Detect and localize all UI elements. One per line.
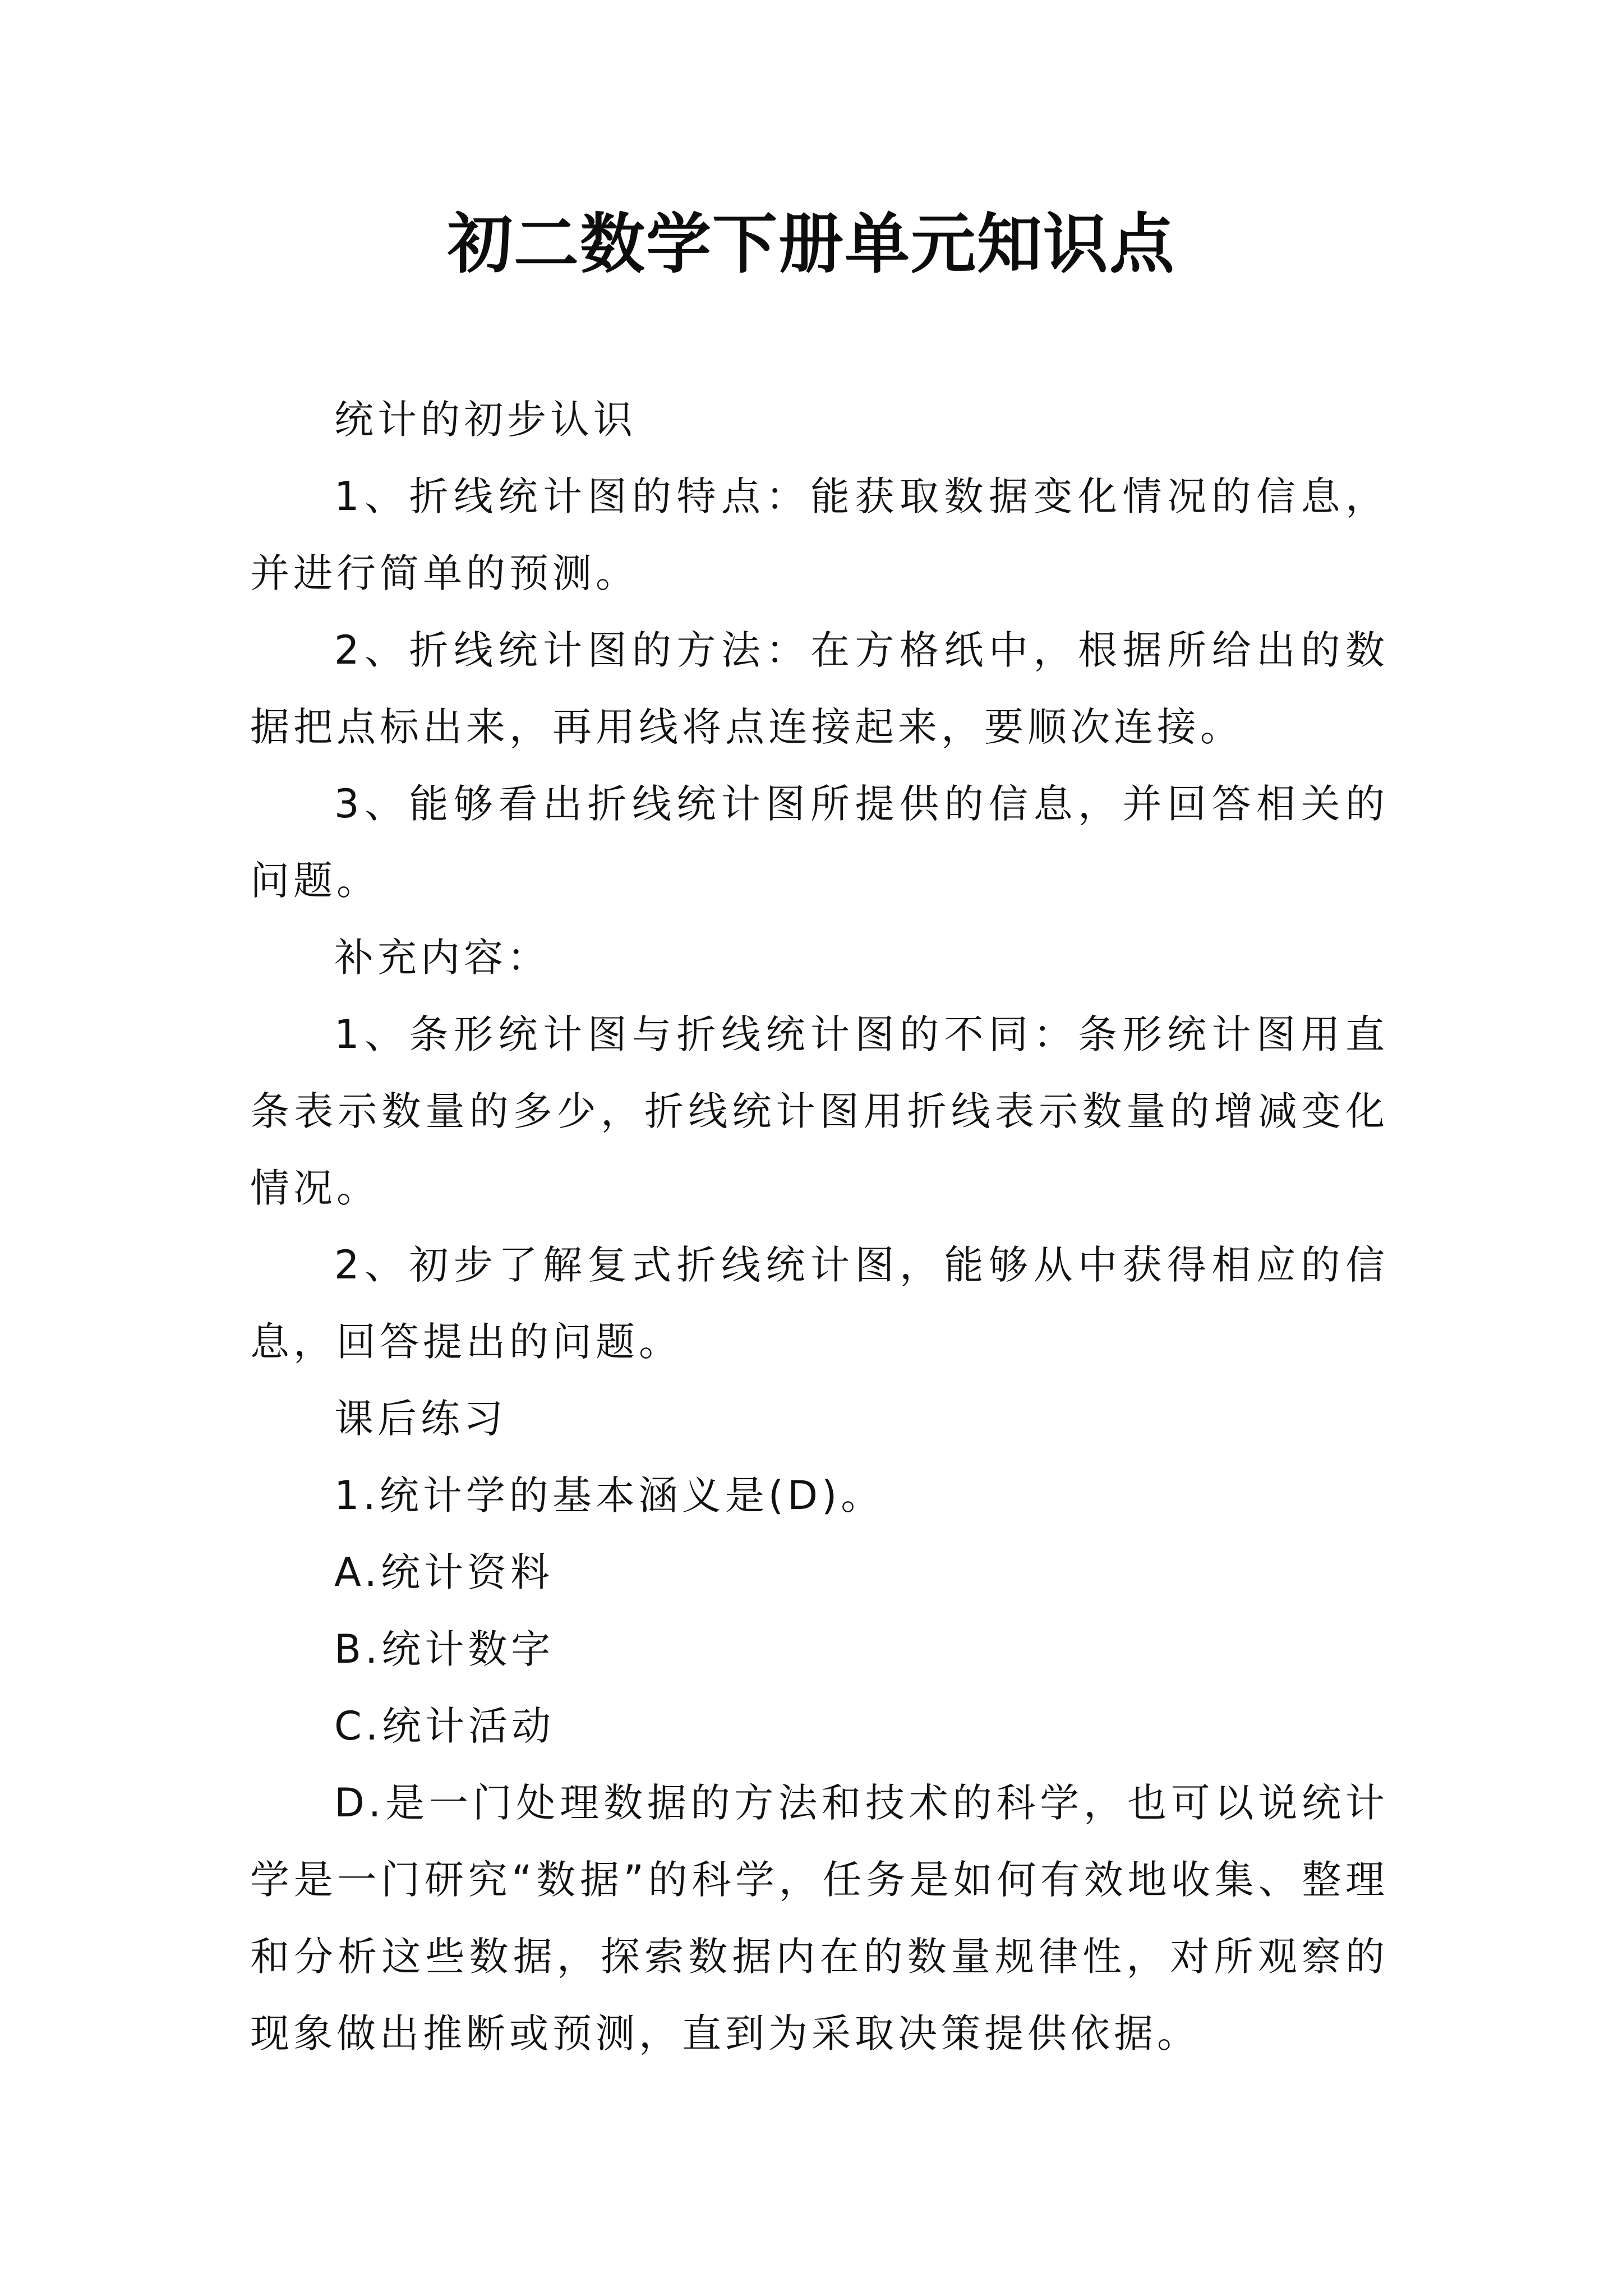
point-3-read-line-chart: 3、能够看出折线统计图所提供的信息，并回答相关的问题。 (250, 781, 1389, 904)
document-body (250, 381, 1389, 2072)
exercise-option-b: B.统计数字 (334, 1626, 555, 1672)
section-heading-supplement: 补充内容： (334, 935, 550, 981)
exercise-option-a: A.统计资料 (334, 1549, 554, 1595)
section-heading-exercises: 课后练习 (334, 1396, 507, 1442)
point-1-line-chart-features: 1、折线统计图的特点：能获取数据变化情况的信息，并进行简单的预测。 (250, 473, 1389, 596)
exercise-option-c: C.统计活动 (334, 1703, 555, 1749)
document-title: 初二数学下册单元知识点 (448, 206, 1175, 282)
point-2-line-chart-method: 2、折线统计图的方法：在方格纸中，根据所给出的数据把点标出来，再用线将点连接起来，要顺次连接。 (250, 627, 1389, 750)
exercise-option-d: D.是一门处理数据的方法和技术的科学，也可以说统计学是一门研究“数据”的科学，任务是如何有效地收集、整理和分析这些数据，探索数据内在的数量规律性，对所观察的现象做出推断或预测，直到为采取决策提供依据。 (250, 1780, 1389, 2056)
supplement-point-1: 1、条形统计图与折线统计图的不同：条形统计图用直条表示数量的多少，折线统计图用折线表示数量的增减变化情况。 (250, 1011, 1389, 1211)
exercise-question-1: 1.统计学的基本涵义是(D)。 (334, 1473, 884, 1519)
supplement-point-2: 2、初步了解复式折线统计图，能够从中获得相应的信息，回答提出的问题。 (250, 1242, 1389, 1365)
section-heading-statistics: 统计的初步认识 (334, 397, 637, 443)
